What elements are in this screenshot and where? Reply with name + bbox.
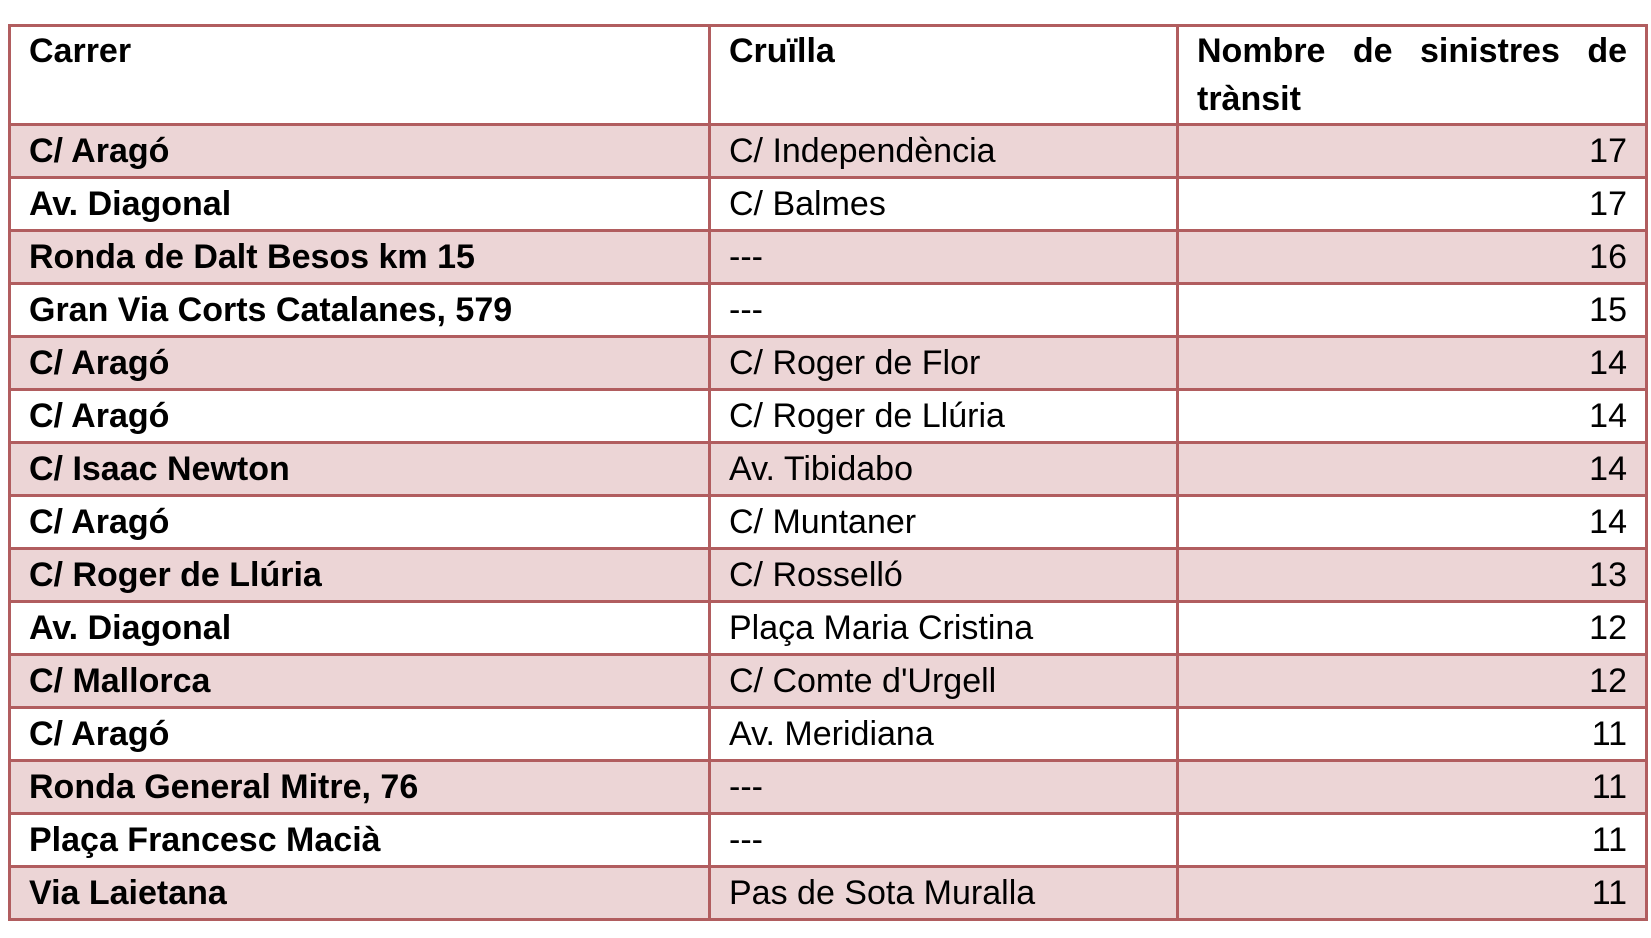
crossing-cell: Plaça Maria Cristina bbox=[710, 602, 1178, 655]
accident-count-cell: 17 bbox=[1178, 178, 1647, 231]
crossing-cell: Av. Tibidabo bbox=[710, 443, 1178, 496]
accident-count-cell: 11 bbox=[1178, 708, 1647, 761]
table-row bbox=[10, 390, 1647, 443]
accident-count-cell: 16 bbox=[1178, 231, 1647, 284]
table-row bbox=[10, 284, 1647, 337]
crossing-cell: Pas de Sota Muralla bbox=[710, 867, 1178, 920]
header-crossing: Cruïlla bbox=[710, 26, 1178, 125]
crossing-cell: --- bbox=[710, 231, 1178, 284]
table-row bbox=[10, 337, 1647, 390]
table-row bbox=[10, 231, 1647, 284]
street-cell: C/ Roger de Llúria bbox=[10, 549, 710, 602]
street-cell: Ronda General Mitre, 76 bbox=[10, 761, 710, 814]
crossing-cell: C/ Roger de Flor bbox=[710, 337, 1178, 390]
header-street: Carrer bbox=[10, 26, 710, 125]
accident-table bbox=[8, 24, 1648, 921]
street-cell: Gran Via Corts Catalanes, 579 bbox=[10, 284, 710, 337]
street-cell: C/ Mallorca bbox=[10, 655, 710, 708]
crossing-cell: C/ Comte d'Urgell bbox=[710, 655, 1178, 708]
street-cell: Ronda de Dalt Besos km 15 bbox=[10, 231, 710, 284]
table-row bbox=[10, 867, 1647, 920]
crossing-cell: C/ Rosselló bbox=[710, 549, 1178, 602]
accident-count-cell: 17 bbox=[1178, 125, 1647, 178]
table-row bbox=[10, 496, 1647, 549]
crossing-cell: C/ Independència bbox=[710, 125, 1178, 178]
table-row bbox=[10, 178, 1647, 231]
street-cell: C/ Aragó bbox=[10, 337, 710, 390]
street-cell: Plaça Francesc Macià bbox=[10, 814, 710, 867]
street-cell: C/ Aragó bbox=[10, 390, 710, 443]
crossing-cell: --- bbox=[710, 761, 1178, 814]
accident-table-container bbox=[8, 24, 1645, 921]
table-row bbox=[10, 655, 1647, 708]
accident-count-cell: 11 bbox=[1178, 867, 1647, 920]
street-cell: C/ Aragó bbox=[10, 125, 710, 178]
accident-count-cell: 15 bbox=[1178, 284, 1647, 337]
accident-count-cell: 13 bbox=[1178, 549, 1647, 602]
crossing-cell: --- bbox=[710, 284, 1178, 337]
crossing-cell: C/ Muntaner bbox=[710, 496, 1178, 549]
accident-count-cell: 12 bbox=[1178, 602, 1647, 655]
table-row bbox=[10, 443, 1647, 496]
accident-count-cell: 11 bbox=[1178, 814, 1647, 867]
accident-count-cell: 14 bbox=[1178, 390, 1647, 443]
crossing-cell: --- bbox=[710, 814, 1178, 867]
accident-count-cell: 14 bbox=[1178, 337, 1647, 390]
street-cell: C/ Aragó bbox=[10, 496, 710, 549]
table-row bbox=[10, 761, 1647, 814]
accident-count-cell: 11 bbox=[1178, 761, 1647, 814]
accident-count-cell: 14 bbox=[1178, 496, 1647, 549]
street-cell: C/ Isaac Newton bbox=[10, 443, 710, 496]
accident-count-cell: 14 bbox=[1178, 443, 1647, 496]
accident-count-cell: 12 bbox=[1178, 655, 1647, 708]
table-row bbox=[10, 549, 1647, 602]
header-row bbox=[10, 26, 1647, 125]
table-row bbox=[10, 125, 1647, 178]
table-row bbox=[10, 602, 1647, 655]
table-row bbox=[10, 708, 1647, 761]
street-cell: Av. Diagonal bbox=[10, 602, 710, 655]
table-body bbox=[10, 125, 1647, 920]
table-row bbox=[10, 814, 1647, 867]
street-cell: Av. Diagonal bbox=[10, 178, 710, 231]
header-accident-count: Nombre de sinistres de trànsit bbox=[1178, 26, 1647, 125]
crossing-cell: C/ Balmes bbox=[710, 178, 1178, 231]
street-cell: C/ Aragó bbox=[10, 708, 710, 761]
crossing-cell: Av. Meridiana bbox=[710, 708, 1178, 761]
crossing-cell: C/ Roger de Llúria bbox=[710, 390, 1178, 443]
street-cell: Via Laietana bbox=[10, 867, 710, 920]
